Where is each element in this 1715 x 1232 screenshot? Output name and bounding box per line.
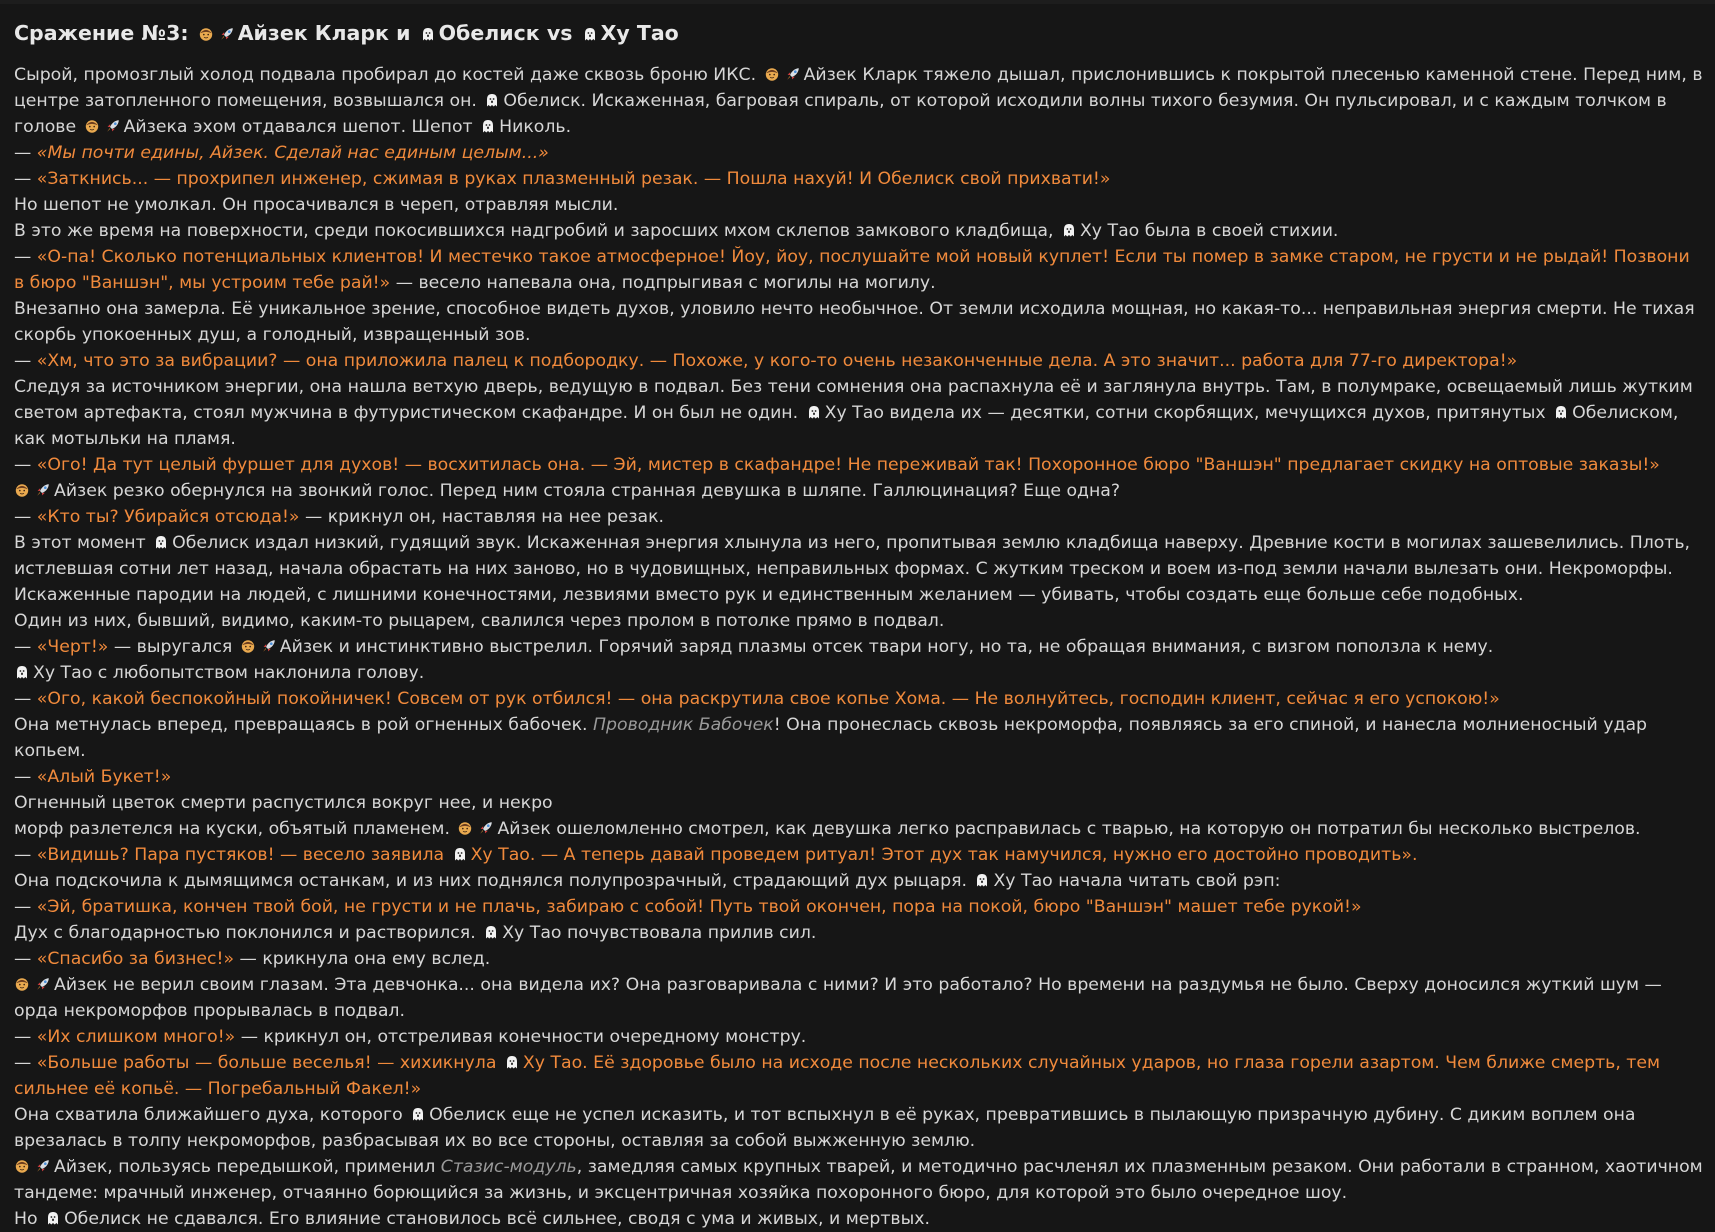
person-emoji-icon bbox=[764, 66, 780, 82]
story-paragraph: Дух с благодарностью поклонился и растворился. Ху Тао почувствовала прилив сил. bbox=[14, 923, 817, 943]
ghost-emoji-icon bbox=[806, 404, 822, 420]
person-emoji-icon bbox=[457, 820, 473, 836]
ghost-emoji-icon bbox=[483, 924, 499, 940]
rocket-emoji-icon bbox=[478, 820, 494, 836]
ghost-emoji-icon bbox=[1553, 404, 1569, 420]
ghost-emoji-icon bbox=[420, 26, 436, 42]
ghost-emoji-icon bbox=[480, 118, 496, 134]
dialogue-line: — «Черт!» — выругался Айзек и инстинктивно выстрелил. Горячий заряд плазмы отсек твари ногу, но та, не обращая внимания, с визгом поползла к нему. bbox=[14, 637, 1494, 657]
rocket-emoji-icon bbox=[105, 118, 121, 134]
dialogue-line: — «Ого! Да тут целый фуршет для духов! — восхитилась она. — Эй, мистер в скафандре! Не переживай так! Похоронное бюро "Ваншэн" предлагает скидку на оптовые заказы!» bbox=[14, 455, 1660, 475]
ghost-emoji-icon bbox=[504, 1054, 520, 1070]
dialogue-line: — «Спасибо за бизнес!» — крикнула она ему вслед. bbox=[14, 949, 491, 969]
battle-title: Сражение №3: Айзек Кларк и Обелиск vs Ху Тао bbox=[14, 21, 679, 45]
ghost-emoji-icon bbox=[153, 534, 169, 550]
person-emoji-icon bbox=[84, 118, 100, 134]
story-paragraph: морф разлетелся на куски, объятый пламенем. Айзек ошеломленно смотрел, как девушка легко расправилась с тварью, на которую он потратил бы несколько выстрелов. bbox=[14, 819, 1641, 839]
rocket-emoji-icon bbox=[261, 638, 277, 654]
dialogue-line: — «О-па! Сколько потенциальных клиентов! И местечко такое атмосферное! Йоу, йоу, послушайте мой новый куплет! Если ты помер в замке старом, не грусти и не рыдай! Позвони в бюро "Ваншэн", мы устроим тебе рай!» — весело напевала она, подпрыгивая с могилы на могилу. bbox=[14, 247, 1690, 293]
dialogue-line: — «Заткнись... — прохрипел инженер, сжимая в руках плазменный резак. — Пошла нахуй! И Обелиск свой прихвати!» bbox=[14, 169, 1111, 189]
dialogue-line: — «Видишь? Пара пустяков! — весело заявила Ху Тао. — А теперь давай проведем ритуал! Этот дух так намучился, нужно его достойно проводить». bbox=[14, 845, 1418, 865]
dialogue-line: — «Их слишком много!» — крикнул он, отстреливая конечности очередному монстру. bbox=[14, 1027, 807, 1047]
rocket-emoji-icon bbox=[785, 66, 801, 82]
dialogue-line: — «Больше работы — больше веселья! — хихикнула Ху Тао. Её здоровье было на исходе после нескольких случайных ударов, но глаза горели азартом. Чем ближе смерть, тем сильнее её копьё. — Погребальный Факел!» bbox=[14, 1053, 1661, 1099]
ghost-emoji-icon bbox=[1061, 222, 1077, 238]
story-paragraph: В это же время на поверхности, среди покосившихся надгробий и заросших мхом склепов замкового кладбища, Ху Тао была в своей стихии. bbox=[14, 221, 1339, 241]
ghost-emoji-icon bbox=[974, 872, 990, 888]
story-paragraph: Но шепот не умолкал. Он просачивался в череп, отравляя мысли. bbox=[14, 195, 619, 215]
person-emoji-icon bbox=[14, 482, 30, 498]
person-emoji-icon bbox=[240, 638, 256, 654]
person-emoji-icon bbox=[14, 1158, 30, 1174]
story-paragraph: Сырой, промозглый холод подвала пробирал до костей даже сквозь броню ИКС. Айзек Кларк тяжело дышал, прислонившись к покрытой плесенью каменной стене. Перед ним, в центре затопленного помещения, возвышался он. Обелиск. Искаженная, багровая спираль, от которой исходили волны тихого безумия. Он пульсировал, и с каждым толчком в голове Айзека эхом отдавался шепот. Шепот Николь. bbox=[14, 65, 1703, 137]
story-paragraph: Но Обелиск не сдавался. Его влияние становилось всё сильнее, сводя с ума и живых, и мертвых. bbox=[14, 1209, 930, 1229]
story-paragraph: Айзек не верил своим глазам. Эта девчонка... она видела их? Она разговаривала с ними? И это работало? Но времени на раздумья не было. Сверху доносился жуткий шум — орда некроморфов прорывалась в подвал. bbox=[14, 975, 1662, 1021]
story-paragraph: Огненный цветок смерти распустился вокруг нее, и некро bbox=[14, 793, 553, 813]
ghost-emoji-icon bbox=[452, 846, 468, 862]
dialogue-line: — «Алый Букет!» bbox=[14, 767, 172, 787]
dialogue-line: — «Ого, какой беспокойный покойничек! Совсем от рук отбился! — она раскрутила свое копье Хома. — Не волнуйтесь, господин клиент, сейчас я его успокою!» bbox=[14, 689, 1500, 709]
story-paragraph: Она подскочила к дымящимся останкам, и из них поднялся полупрозрачный, страдающий дух рыцаря. Ху Тао начала читать свой рэп: bbox=[14, 871, 1281, 891]
story-paragraph: Один из них, бывший, видимо, каким-то рыцарем, свалился через пролом в потолке прямо в подвал. bbox=[14, 611, 945, 631]
dialogue-line: — «Кто ты? Убирайся отсюда!» — крикнул он, наставляя на нее резак. bbox=[14, 507, 665, 527]
rocket-emoji-icon bbox=[35, 976, 51, 992]
story-paragraph: Следуя за источником энергии, она нашла ветхую дверь, ведущую в подвал. Без тени сомнения она распахнула её и заглянула внутрь. Там, в полумраке, освещаемый лишь жутким светом артефакта, стоял мужчина в футуристическом скафандре. И он был не один. Ху Тао видела их — десятки, сотни скорбящих, мечущихся духов, притянутых Обелиском, как мотыльки на пламя. bbox=[14, 377, 1693, 449]
story-paragraph: В этот момент Обелиск издал низкий, гудящий звук. Искаженная энергия хлынула из него, пропитывая землю кладбища наверху. Древние кости в могилах зашевелились. Плоть, истлевшая сотни лет назад, начала обрастать на них заново, но в чудовищных, неправильных формах. С жутким треском и воем из-под земли начали вылезать они. Некроморфы. Искаженные пародии на людей, с лишними конечностями, лезвиями вместо рук и единственным желанием — убивать, чтобы создать еще больше себе подобных. bbox=[14, 533, 1691, 605]
chat-message bbox=[14, 18, 1704, 1232]
ghost-emoji-icon bbox=[484, 92, 500, 108]
window-top-edge bbox=[0, 0, 1715, 4]
story-paragraph: Айзек резко обернулся на звонкий голос. Перед ним стояла странная девушка в шляпе. Галлюцинация? Еще одна? bbox=[14, 478, 1704, 504]
rocket-emoji-icon bbox=[219, 26, 235, 42]
story-paragraph: Ху Тао с любопытством наклонила голову. bbox=[14, 660, 1704, 686]
rocket-emoji-icon bbox=[35, 1158, 51, 1174]
person-emoji-icon bbox=[198, 26, 214, 42]
dialogue-line: — «Хм, что это за вибрации? — она приложила палец к подбородку. — Похоже, у кого-то очень незаконченные дела. А это значит... работа для 77-го директора!» bbox=[14, 351, 1518, 371]
story-paragraph: Внезапно она замерла. Её уникальное зрение, способное видеть духов, уловило нечто необычное. От земли исходила мощная, но какая-то... неправильная энергия смерти. Не тихая скорбь упокоенных душ, а голодный, извращенный зов. bbox=[14, 299, 1695, 345]
dialogue-line: — «Мы почти едины, Айзек. Сделай нас единым целым...» bbox=[14, 143, 549, 163]
story-paragraph: Она метнулась вперед, превращаясь в рой огненных бабочек. Проводник Бабочек! Она пронеслась сквозь некроморфа, появляясь за его спиной, и нанесла молниеносный удар копьем. bbox=[14, 715, 1648, 761]
dialogue-line: — «Эй, братишка, кончен твой бой, не грусти и не плачь, забираю с собой! Путь твой окончен, пора на покой, бюро "Ваншэн" машет тебе рукой!» bbox=[14, 897, 1362, 917]
ghost-emoji-icon bbox=[45, 1210, 61, 1226]
story-paragraph: Айзек, пользуясь передышкой, применил Стазис-модуль, замедляя самых крупных тварей, и методично расчленял их плазменным резаком. Они работали в странном, хаотичном тандеме: мрачный инженер, отчаянно борющийся за жизнь, и эксцентричная хозяйка похоронного бюро, для которой это было очередное шоу. bbox=[14, 1157, 1703, 1203]
person-emoji-icon bbox=[14, 976, 30, 992]
ghost-emoji-icon bbox=[410, 1106, 426, 1122]
rocket-emoji-icon bbox=[35, 482, 51, 498]
ghost-emoji-icon bbox=[582, 26, 598, 42]
ghost-emoji-icon bbox=[14, 664, 30, 680]
story-paragraph: Она схватила ближайшего духа, которого Обелиск еще не успел исказить, и тот вспыхнул в её руках, превратившись в пылающую призрачную дубину. С диким воплем она врезалась в толпу некроморфов, разбрасывая их во все стороны, оставляя за собой выжженную землю. bbox=[14, 1105, 1636, 1151]
